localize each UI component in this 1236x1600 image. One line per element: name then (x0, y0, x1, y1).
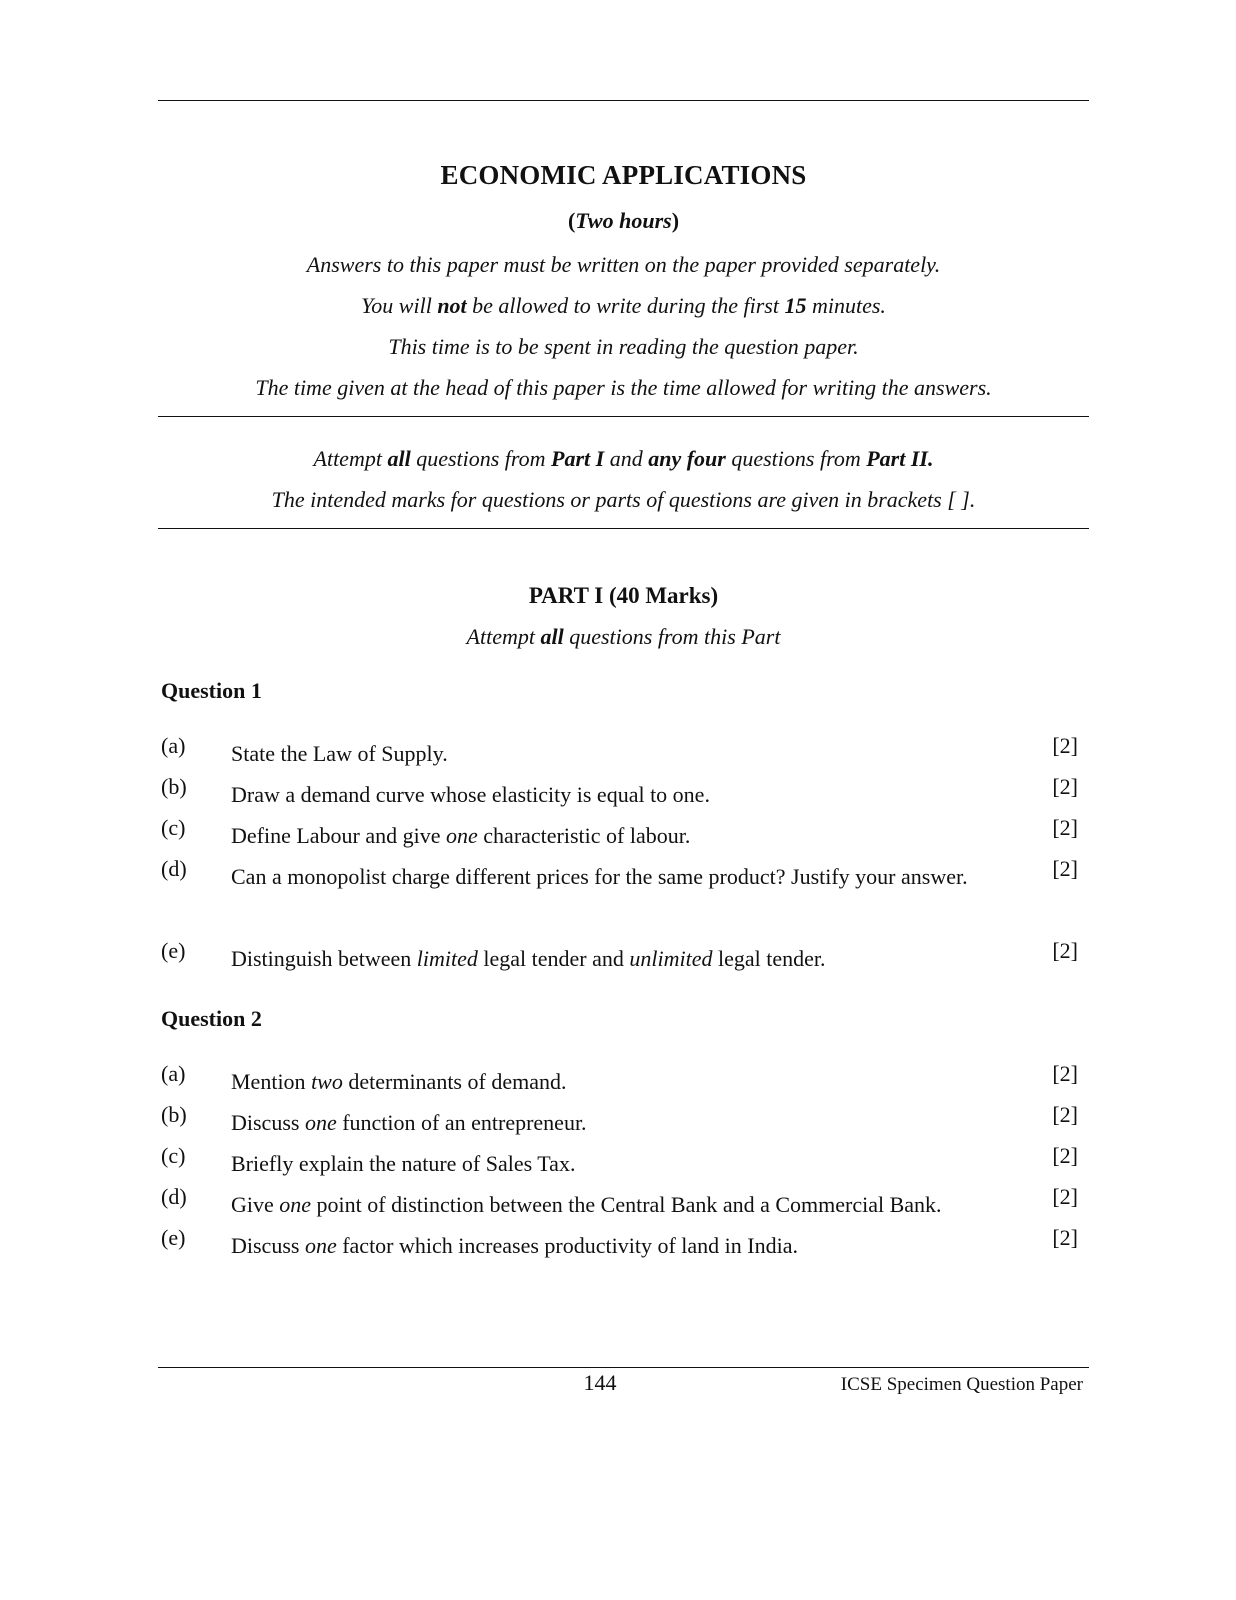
instruction-3: This time is to be spent in reading the question paper. (388, 334, 859, 359)
item-text: Mention two determinants of demand. (231, 1069, 567, 1094)
item-marks: [2] (1052, 815, 1078, 840)
item-label: (a) (161, 1061, 186, 1086)
item-text: Discuss one function of an entrepreneur. (231, 1110, 587, 1135)
page-number: 144 (583, 1370, 617, 1395)
item-marks: [2] (1052, 774, 1078, 799)
duration-text: Two hours (575, 208, 672, 233)
item-text: Briefly explain the nature of Sales Tax. (231, 1151, 576, 1176)
item-label: (e) (161, 938, 186, 963)
attempt-divider (158, 528, 1089, 529)
paper-title: ECONOMIC APPLICATIONS (440, 160, 807, 190)
paper-duration: (Two hours) (567, 208, 680, 233)
attempt-instruction: Attempt all questions from Part I and any four questions from Part II. (313, 446, 934, 471)
item-text: Discuss one factor which increases productivity of land in India. (231, 1233, 798, 1258)
item-marks: [2] (1052, 1102, 1078, 1127)
item-marks: [2] (1052, 1143, 1078, 1168)
item-label: (e) (161, 1225, 186, 1250)
question-1-heading: Question 1 (161, 678, 262, 703)
item-text: Can a monopolist charge different prices for the same product? Justify your answer. (231, 864, 968, 889)
item-marks: [2] (1052, 938, 1078, 963)
item-text: State the Law of Supply. (231, 741, 448, 766)
item-marks: [2] (1052, 1061, 1078, 1086)
instruction-1: Answers to this paper must be written on the paper provided separately. (306, 252, 941, 277)
item-marks: [2] (1052, 733, 1078, 758)
top-divider (158, 100, 1089, 101)
item-label: (b) (161, 1102, 187, 1127)
item-label: (c) (161, 1143, 186, 1168)
marks-instruction: The intended marks for questions or parts of questions are given in brackets [ ]. (271, 487, 976, 512)
item-text: Draw a demand curve whose elasticity is equal to one. (231, 782, 710, 807)
part-title: PART I (40 Marks) (528, 583, 719, 608)
part-subtitle: Attempt all questions from this Part (466, 624, 781, 649)
header-divider (158, 416, 1089, 417)
item-text: Define Labour and give one characteristic of labour. (231, 823, 691, 848)
item-text: Distinguish between limited legal tender and unlimited legal tender. (231, 946, 826, 971)
footer-divider (158, 1367, 1089, 1368)
item-marks: [2] (1052, 1225, 1078, 1250)
item-text: Give one point of distinction between the Central Bank and a Commercial Bank. (231, 1192, 942, 1217)
item-label: (b) (161, 774, 187, 799)
item-marks: [2] (1052, 856, 1078, 881)
item-label: (a) (161, 733, 186, 758)
item-marks: [2] (1052, 1184, 1078, 1209)
item-label: (d) (161, 856, 187, 881)
instruction-2: You will not be allowed to write during the first 15 minutes. (361, 293, 886, 318)
paper-name: ICSE Specimen Question Paper (840, 1374, 1083, 1395)
question-2-heading: Question 2 (161, 1006, 262, 1031)
item-label: (d) (161, 1184, 187, 1209)
instruction-4: The time given at the head of this paper is the time allowed for writing the answers. (255, 375, 992, 400)
item-label: (c) (161, 815, 186, 840)
